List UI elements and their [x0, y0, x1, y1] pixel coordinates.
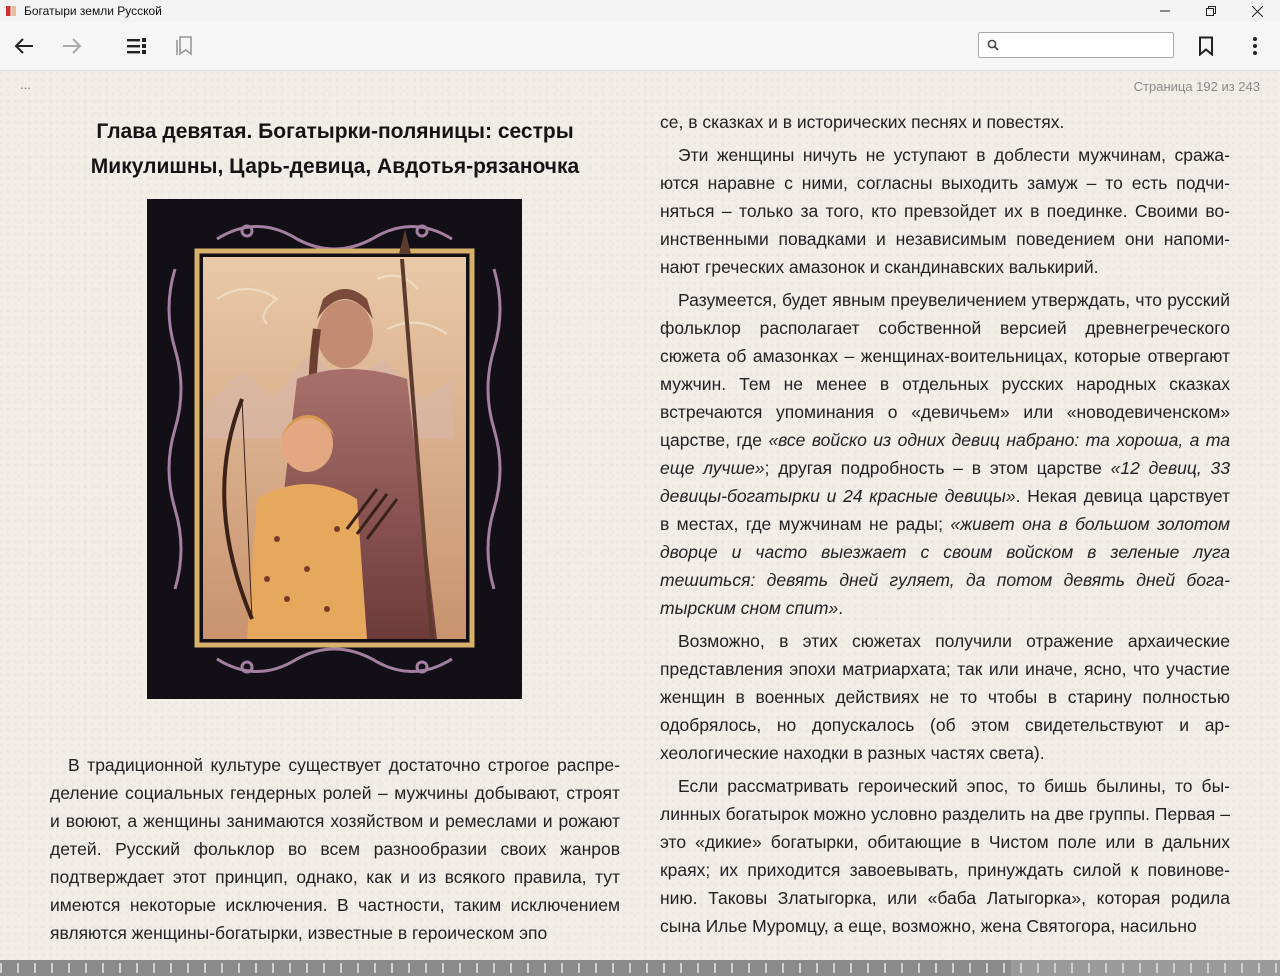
paragraph — [660, 286, 1230, 622]
back-arrow-icon — [14, 37, 34, 55]
text-column-left — [50, 751, 620, 952]
paragraph-text: . Некая девица царствует в местах, где мужчинам не рады; — [660, 486, 1230, 534]
forward-arrow-icon — [62, 37, 82, 55]
back-button[interactable] — [8, 30, 40, 62]
bookmarks-list-button[interactable] — [169, 30, 201, 62]
reading-progress-bar[interactable] — [0, 960, 1280, 976]
chapter-title: Глава девятая. Богатырки-поляницы: сестры Микулишны, Царь-девица, Авдотья-рязаночка — [90, 120, 580, 178]
minimize-icon — [1160, 6, 1170, 16]
page-indicator: Страница 192 из 243 — [1133, 79, 1260, 94]
window-titlebar — [0, 0, 1280, 22]
paragraph-text: ; другая подробность – в этом царстве — [764, 458, 1111, 478]
text-column-right — [660, 108, 1230, 945]
reader-page[interactable] — [0, 71, 1280, 960]
contents-list-icon — [127, 37, 147, 55]
contents-button[interactable] — [121, 30, 153, 62]
search-input[interactable] — [1003, 35, 1167, 55]
book-icon — [4, 4, 18, 18]
more-vertical-icon — [1252, 36, 1258, 56]
paragraph-text: . — [838, 598, 844, 618]
breadcrumb[interactable]: ... — [20, 77, 31, 92]
forward-button[interactable] — [56, 30, 88, 62]
window-title: Богатыри земли Русской — [24, 4, 162, 18]
close-button[interactable] — [1234, 0, 1280, 22]
paragraph: Если рассматривать героический эпос, то бишь былины, то былинных богатырок можно условно разделить на две группы. Первая – это «дикие» богатырки, обитающие в Чистом поле или в дальних краях; их приходится завоевывать, принуждать силой к повиновению. Таковы Златыгорка, или «баба Латыгорка», которая родила сына Илье Муромцу, а еще, возможно, жена Святогора, насильно — [660, 776, 1230, 936]
restore-icon — [1206, 6, 1216, 16]
bookmarks-list-icon — [175, 35, 195, 57]
progress-chapter-ticks — [0, 963, 1280, 973]
quote: «все войско из одних девиц набрано: та хороша, а та еще лучше» — [660, 430, 1230, 478]
restore-button[interactable] — [1188, 0, 1234, 22]
close-icon — [1252, 6, 1263, 17]
bookmark-icon — [1198, 36, 1214, 56]
paragraph-continuation: се, в сказках и в исторических песнях и повестях. — [660, 112, 1065, 132]
bookmark-button[interactable] — [1190, 30, 1222, 62]
paragraph-text: Разумеется, будет явным преувеличением утверждать, что русский фольклор располагает собственной версией древнегреческого сюжета об амазонках – женщинах-воительницах, которые отвергают мужчин. Тем не менее в отдельных русских народных сказках встречаются упоминания о «девичьем» или «новодевиченском» царстве, где — [660, 290, 1230, 450]
quote: «живет она в большом золотом дворце и часто выезжает с своим войском в зеленые луга тешиться: девять дней гуляет, да потом девять дней богатырским сном спит» — [660, 514, 1230, 618]
paragraph: Эти женщины ничуть не уступают в доблести мужчинам, сражаются наравне с ними, согласны выходить замуж – то есть подчиняться – только за того, кто превзойдет их в поединке. Своими воинственными повадками и независимым поведением они напоминают греческих амазонок и скандинавских валькирий. — [660, 145, 1230, 277]
paragraph: Возможно, в этих сюжетах получили отражение архаические представления эпохи матриархата; так или иначе, ясно, что участие женщин в военных действиях не то чтобы в старину полностью одобрялось, но допускалось (об этом свидетельствуют и археологические находки в разных частях света). — [660, 631, 1230, 763]
more-menu-button[interactable] — [1239, 30, 1271, 62]
search-icon — [987, 39, 999, 51]
minimize-button[interactable] — [1142, 0, 1188, 22]
reader-toolbar — [0, 22, 1280, 71]
chapter-illustration — [147, 199, 522, 699]
quote: «12 девиц, 33 девицы-богатырки и 24 красные девицы» — [660, 458, 1230, 506]
paragraph: В традиционной культуре существует достаточно строгое распределение социальных гендерных ролей – мужчины добывают, строят и воюют, а женщины занимаются хозяйством и ремеслами и рожают детей. Русский фольклор во всем разнообразии своих жанров подтверждает этот принцип, однако, как и из всякого правила, тут имеются некоторые исключения. В частности, таким исключением являются женщины-богатырки, известные в героическом эпо — [50, 755, 620, 943]
search-field[interactable] — [978, 32, 1174, 58]
